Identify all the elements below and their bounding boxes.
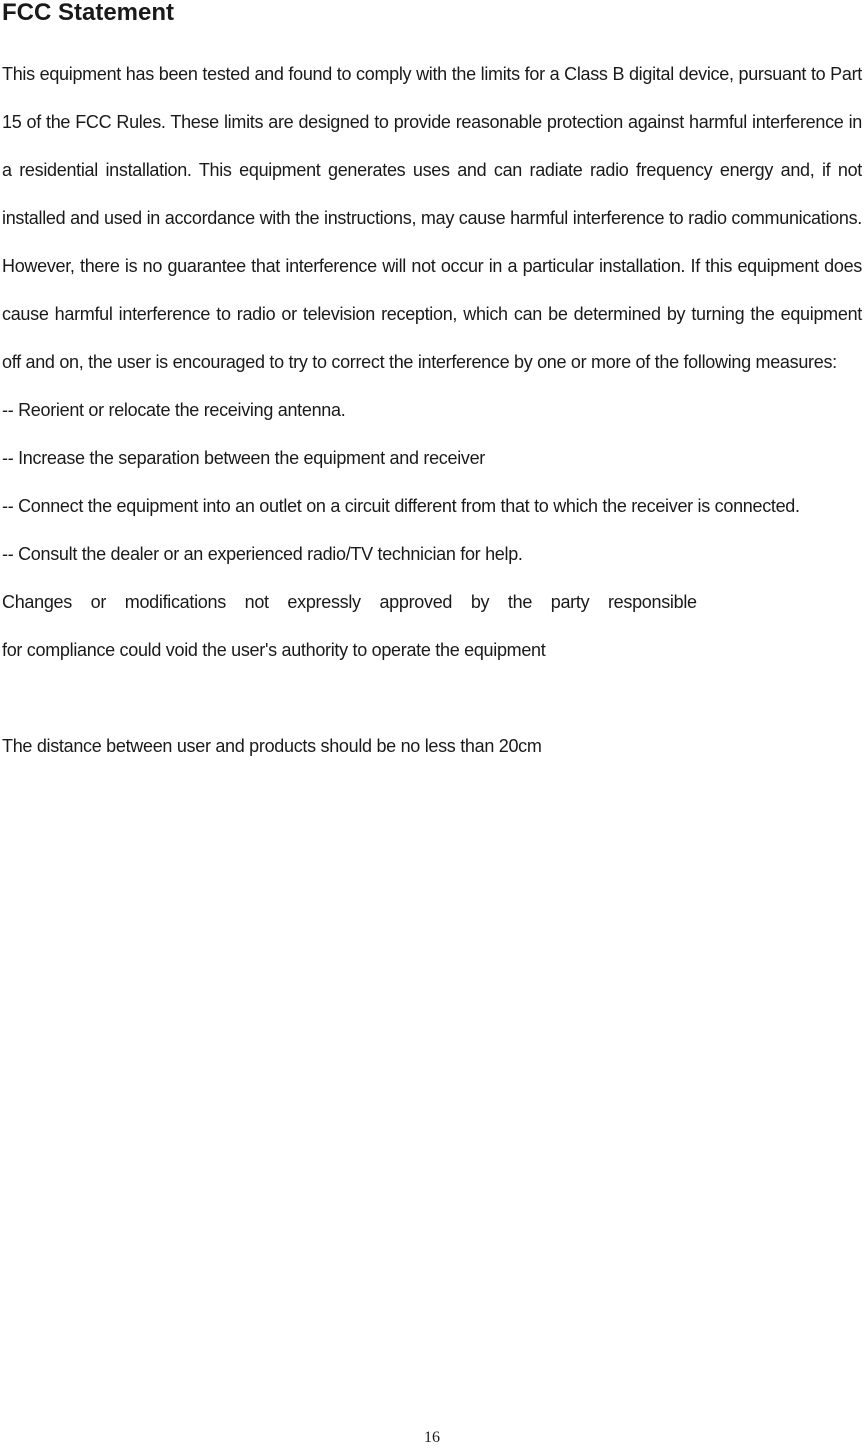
measure-item: -- Reorient or relocate the receiving antenna. (2, 400, 346, 420)
compliance-paragraph: This equipment has been tested and found to comply with the limits for a Class B digital device, pursuant to Part 15 of the FCC Rules. These limits are designed to provide reasonable protection against harmful interference in a residential installation. This equipment generates uses and can radiate radio frequency energy and, if not installed and used in accordance with the instructions, may cause harmful interference to radio communications. However, there is no guarantee that interference will not occur in a particular installation. If this equipment does cause harmful interference to radio or television reception, which can be determined by turning the equipment off and on, the user is encouraged to try to correct the interference by one or more of the following measures: (2, 64, 862, 372)
measure-item: -- Consult the dealer or an experienced radio/TV technician for help. (2, 544, 523, 564)
document-body (2, 50, 862, 770)
page-title: FCC Statement (2, 0, 175, 26)
changes-warning-line: Changes or modifications not expressly approved by the party responsible (2, 592, 697, 612)
measure-item: -- Connect the equipment into an outlet on a circuit different from that to which the receiver is connected. (2, 496, 800, 516)
page-number: 16 (424, 1429, 440, 1446)
blank-line (2, 674, 862, 722)
distance-note: The distance between user and products should be no less than 20cm (2, 736, 542, 756)
measure-item: -- Increase the separation between the equipment and receiver (2, 448, 486, 468)
changes-warning-line: for compliance could void the user's authority to operate the equipment (2, 640, 546, 660)
